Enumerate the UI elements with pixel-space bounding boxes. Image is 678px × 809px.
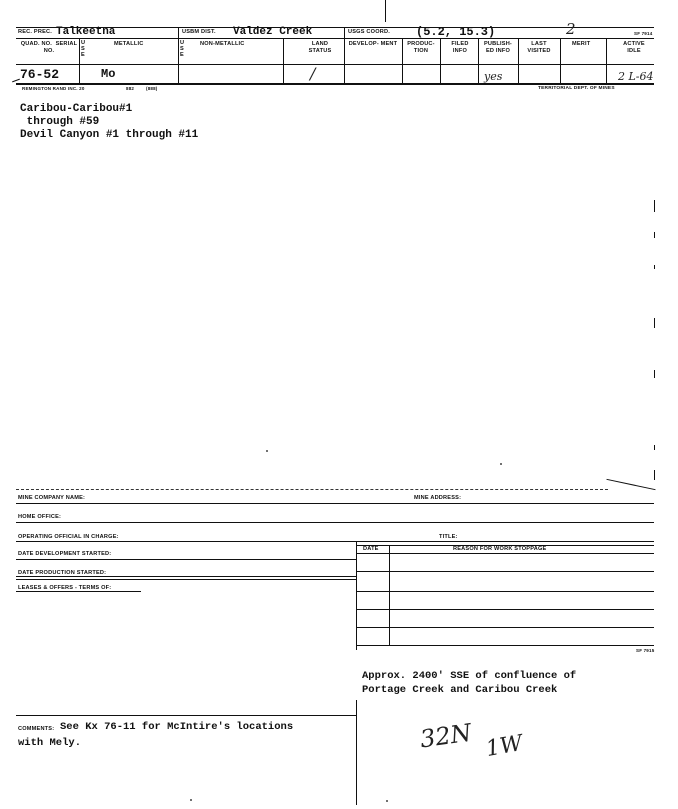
corner-mark (12, 79, 20, 83)
v-divider (606, 38, 607, 83)
comments-label: COMMENTS: (18, 726, 55, 732)
col-development: DEVELOP- MENT (348, 41, 398, 47)
land-status-mark: / (310, 64, 316, 83)
scan-speck (266, 450, 268, 452)
date-production-label: DATE PRODUCTION STARTED: (18, 570, 107, 576)
printer-imprint: REMINGTON RAND INC. 20 (22, 86, 85, 91)
scan-speck (654, 232, 655, 238)
usgs-coord-label: USGS COORD. (348, 29, 390, 35)
claims-line-2: through #59 (20, 116, 100, 128)
rule (356, 591, 654, 592)
scan-speck (654, 200, 655, 212)
col-merit: MERIT (572, 41, 591, 47)
header-rule-bottom (16, 83, 654, 85)
header-rule-3 (16, 64, 654, 65)
form-code-1: 882 (126, 86, 135, 91)
active-idle-mark: 2 L-64 (618, 70, 654, 83)
rule (356, 609, 654, 610)
v-divider (283, 38, 284, 83)
v-divider (79, 38, 80, 83)
v-divider (518, 38, 519, 83)
handwritten-range: 1W (484, 731, 525, 762)
rule (16, 579, 356, 580)
rec-prec-value: Talkeetna (56, 26, 116, 38)
usbm-dist-value: Valdez Creek (233, 26, 313, 38)
rule (16, 576, 356, 577)
rule (356, 571, 654, 572)
col-land-status: LAND STATUS (308, 41, 332, 54)
mine-address-label: MINE ADDRESS: (414, 495, 462, 501)
rule (16, 559, 356, 560)
col-use-metallic: U S E (81, 40, 86, 58)
title-label: TITLE: (439, 534, 458, 540)
scan-speck (654, 370, 655, 378)
v-divider (344, 27, 345, 38)
form-code-2: (888) (146, 86, 158, 91)
date-column-header: DATE (363, 546, 379, 552)
rec-prec-label: REC. PREC. (18, 29, 53, 35)
department-imprint: TERRITORIAL DEPT. OF MINES (538, 86, 615, 91)
v-divider (344, 38, 345, 83)
v-divider (389, 545, 390, 645)
curl-line (606, 479, 655, 490)
home-office-label: HOME OFFICE: (18, 514, 62, 520)
scan-speck (654, 318, 655, 328)
leases-offers-label: LEASES & OFFERS - TERMS OF: (18, 585, 112, 591)
col-metallic: METALLIC (114, 41, 144, 47)
scan-speck (190, 799, 192, 801)
comments-line-2: with Mely. (18, 737, 82, 749)
col-files-info: FILED INFO (451, 41, 469, 54)
location-line-1: Approx. 2400' SSE of confluence of (362, 670, 577, 682)
claims-line-3: Devil Canyon #1 through #11 (20, 129, 199, 141)
col-last-visited: LAST VISITED (527, 41, 551, 54)
v-divider (560, 38, 561, 83)
top-dashed-rule (16, 489, 608, 490)
col-published-info: PUBLISH- ED INFO (483, 41, 512, 54)
scan-speck (500, 463, 502, 465)
col-use-nonmetallic: U S E (180, 40, 185, 58)
v-divider (178, 27, 179, 38)
rule (16, 522, 654, 523)
v-divider (478, 38, 479, 83)
col-production: PRODUC- TION (407, 41, 435, 54)
rule (16, 591, 141, 592)
comments-line-1: See Kx 76-11 for McIntire's locations (60, 721, 294, 733)
v-divider (440, 38, 441, 83)
mine-company-name-label: MINE COMPANY NAME: (18, 495, 86, 501)
claims-line-1: Caribou-Caribou#1 (20, 103, 133, 115)
scan-speck (654, 470, 655, 480)
form-code-top: SF 7914 (634, 31, 653, 36)
col-quad-serial: QUAD. NO. SERIAL NO. (20, 41, 78, 54)
location-line-2: Portage Creek and Caribou Creek (362, 684, 558, 696)
published-mark: yes (484, 70, 503, 83)
usgs-coord-value: (5.2, 15.3) (416, 25, 496, 39)
scan-speck (654, 445, 655, 450)
rule (356, 645, 654, 646)
col-active-idle: ACTIVE IDLE (623, 41, 645, 54)
header-rule-2 (16, 38, 654, 39)
col-nonmetallic: NON-METALLIC (200, 41, 245, 47)
rule (16, 715, 356, 716)
v-divider (356, 541, 357, 650)
date-development-label: DATE DEVELOPMENT STARTED: (18, 551, 112, 557)
scan-speck (386, 800, 388, 802)
rule (16, 541, 654, 542)
operating-official-label: OPERATING OFFICIAL IN CHARGE: (18, 534, 119, 540)
rule (16, 503, 654, 504)
handwritten-number: 2 (566, 20, 576, 38)
v-divider (402, 38, 403, 83)
tick-mark (385, 0, 386, 22)
rule (356, 553, 654, 554)
form-code-bottom: SF 7915 (636, 648, 655, 653)
reason-column-header: REASON FOR WORK STOPPAGE (453, 546, 547, 552)
rule (356, 627, 654, 628)
scan-speck (654, 265, 655, 269)
metallic-value: Mo (101, 67, 116, 81)
v-divider (356, 700, 357, 805)
v-divider (178, 38, 179, 83)
quad-serial-value: 76-52 (20, 67, 60, 82)
handwritten-township: 32N (418, 718, 474, 754)
usbm-dist-label: USBM DIST. (182, 29, 216, 35)
